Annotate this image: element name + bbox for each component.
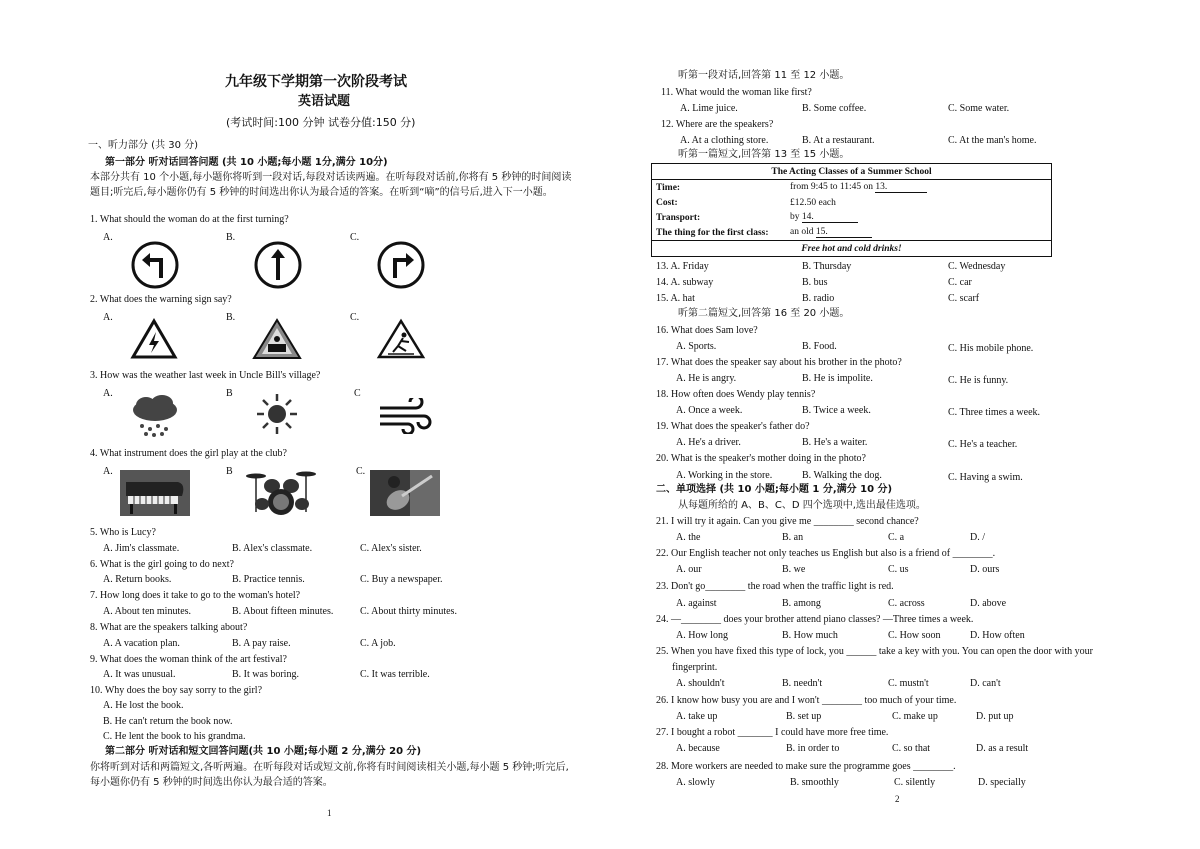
question-14: 14. A. subway (656, 277, 714, 288)
notice-table (651, 163, 1052, 257)
q28-option-a: A. slowly (676, 777, 715, 788)
q5-option-a: A. Jim's classmate. (103, 543, 180, 554)
go-straight-icon (253, 240, 303, 290)
q27-option-a: A. because (676, 743, 720, 754)
q17-option-b: B. He is impolite. (802, 373, 873, 384)
q21-option-c: C. a (888, 532, 905, 543)
q4-label-c: C. (356, 466, 366, 477)
question-15: 15. A. hat (656, 293, 695, 304)
q22-option-a: A. our (676, 564, 702, 575)
question-13: 13. A. Friday (656, 261, 709, 272)
q25-option-c: C. mustn't (888, 678, 929, 689)
q20-option-c: C. Having a swim. (948, 472, 1023, 483)
q14-option-c: C. car (948, 277, 972, 288)
question-17: 17. What does the speaker say about his brother in the photo? (656, 357, 902, 368)
q18-option-b: B. Twice a week. (802, 405, 871, 416)
q1-label-b: B. (226, 232, 236, 243)
turn-right-icon (376, 240, 426, 290)
piano-image (120, 470, 190, 516)
question-26: 26. I know how busy you are and I won't ________ too much of your time. (656, 695, 957, 706)
q16-option-a: A. Sports. (676, 341, 717, 352)
question-19: 19. What does the speaker's father do? (656, 421, 810, 432)
q24-option-a: A. How long (676, 630, 728, 641)
q11-option-a: A. Lime juice. (680, 103, 738, 114)
q14-option-b: B. bus (802, 277, 828, 288)
q18-option-c: C. Three times a week. (948, 407, 1041, 418)
wind-icon (378, 398, 434, 434)
q18-option-a: A. Once a week. (676, 405, 743, 416)
guitar-image (370, 470, 440, 516)
question-27: 27. I bought a robot _______ I could have more free time. (656, 727, 889, 738)
q4-label-b: B (226, 466, 233, 477)
q12-option-c: C. At the man's home. (948, 135, 1037, 146)
q12-option-a: A. At a clothing store. (680, 135, 769, 146)
notice-thing-value: an old (790, 227, 814, 237)
q9-option-b: B. It was boring. (232, 669, 299, 680)
question-9: 9. What does the woman think of the art festival? (90, 654, 287, 665)
q10-option-a: A. He lost the book. (103, 700, 184, 711)
q26-option-a: A. take up (676, 711, 718, 722)
q24-option-d: D. How often (970, 630, 1025, 641)
question-22: 22. Our English teacher not only teaches us English but also is a friend of ________. (656, 548, 996, 559)
exam-info: (考试时间:100 分钟 试卷分值:150 分) (226, 116, 416, 129)
rain-cloud-icon (128, 394, 182, 438)
notice-cost-label: Cost: (656, 197, 678, 208)
q26-option-d: D. put up (976, 711, 1014, 722)
q20-option-b: B. Walking the dog. (802, 470, 882, 481)
q5-option-c: C. Alex's sister. (360, 543, 422, 554)
q23-option-d: D. above (970, 598, 1007, 609)
notice-title: The Acting Classes of a Summer School (652, 164, 1052, 180)
q27-option-b: B. in order to (786, 743, 840, 754)
q9-option-a: A. It was unusual. (103, 669, 176, 680)
q2-label-c: C. (350, 312, 360, 323)
q13-option-c: C. Wednesday (948, 261, 1006, 272)
q27-option-d: D. as a result (976, 743, 1029, 754)
slippery-floor-warning-icon (376, 318, 426, 360)
q11-option-b: B. Some coffee. (802, 103, 867, 114)
q25-option-a: A. shouldn't (676, 678, 725, 689)
q22-option-d: D. ours (970, 564, 1000, 575)
exam-title: 九年级下学期第一次阶段考试 (225, 74, 407, 90)
q4-label-a: A. (103, 466, 113, 477)
q26-option-c: C. make up (892, 711, 938, 722)
question-12: 12. Where are the speakers? (661, 119, 774, 130)
question-24: 24. —________ does your brother attend piano classes? —Three times a week. (656, 614, 974, 625)
q2-label-b: B. (226, 312, 236, 323)
q1-label-a: A. (103, 232, 113, 243)
part1-instructions: 本部分共有 10 个小题,每小题你将听到一段对话,每段对话读两遍。在听每段对话前,你将有 5 秒钟的时间阅读题目;听完后,每小题你仍有 5 秒钟的时间选出你认为最合适的答案。在听到“嘀”的信号后,进入下一小题。 (90, 172, 572, 198)
q1-label-c: C. (350, 232, 360, 243)
q8-option-a: A. A vacation plan. (103, 638, 180, 649)
notice-time-label: Time: (656, 182, 681, 193)
q6-option-b: B. Practice tennis. (232, 574, 305, 585)
q24-option-c: C. How soon (888, 630, 941, 641)
q25-option-b: B. needn't (782, 678, 823, 689)
q22-option-c: C. us (888, 564, 909, 575)
men-at-work-warning-icon (252, 318, 302, 360)
q21-option-a: A. the (676, 532, 701, 543)
q27-option-c: C. so that (892, 743, 931, 754)
question-7: 7. How long does it take to go to the woman's hotel? (90, 590, 301, 601)
q23-option-b: B. among (782, 598, 821, 609)
notice-thing-label: The thing for the first class: (656, 227, 769, 238)
question-20: 20. What is the speaker's mother doing in the photo? (656, 453, 866, 464)
page-number-left: 1 (327, 808, 332, 818)
q13-option-b: B. Thursday (802, 261, 852, 272)
notice-blank-13: 13. (875, 182, 927, 193)
q10-option-b: B. He can't return the book now. (103, 716, 233, 727)
q23-option-c: C. across (888, 598, 925, 609)
q28-option-d: D. specially (978, 777, 1026, 788)
q28-option-c: C. silently (894, 777, 936, 788)
question-6: 6. What is the girl going to do next? (90, 559, 234, 570)
section-heading-choice: 二、单项选择 (共 10 小题;每小题 1 分,满分 10 分) (656, 484, 893, 495)
q16-option-c: C. His mobile phone. (948, 343, 1034, 354)
q24-option-b: B. How much (782, 630, 838, 641)
section-heading-listening: 一、听力部分 (共 30 分) (88, 140, 199, 151)
question-23: 23. Don't go________ the road when the traffic light is red. (656, 581, 894, 592)
intro-q16-20: 听第二篇短文,回答第 16 至 20 小题。 (678, 308, 850, 319)
notice-transport-value: by (790, 212, 800, 222)
q6-option-c: C. Buy a newspaper. (360, 574, 443, 585)
question-3: 3. How was the weather last week in Uncle Bill's village? (90, 370, 321, 381)
part1-heading: 第一部分 听对话回答问题 (共 10 小题;每小题 1分,满分 10分) (105, 157, 388, 168)
high-voltage-warning-icon (130, 318, 178, 360)
question-28: 28. More workers are needed to make sure the programme goes ________. (656, 761, 956, 772)
question-5: 5. Who is Lucy? (90, 527, 156, 538)
q26-option-b: B. set up (786, 711, 822, 722)
q8-option-c: C. A job. (360, 638, 396, 649)
notice-footer: Free hot and cold drinks! (652, 241, 1052, 257)
q7-option-b: B. About fifteen minutes. (232, 606, 334, 617)
q23-option-a: A. against (676, 598, 717, 609)
question-8: 8. What are the speakers talking about? (90, 622, 248, 633)
question-2: 2. What does the warning sign say? (90, 294, 232, 305)
q5-option-b: B. Alex's classmate. (232, 543, 313, 554)
q3-label-c: C (354, 388, 361, 399)
notice-blank-15: 15. (816, 227, 872, 238)
question-16: 16. What does Sam love? (656, 325, 758, 336)
q3-label-b: B (226, 388, 233, 399)
q15-option-c: C. scarf (948, 293, 980, 304)
q9-option-c: C. It was terrible. (360, 669, 430, 680)
q11-option-c: C. Some water. (948, 103, 1010, 114)
q19-option-b: B. He's a waiter. (802, 437, 868, 448)
notice-cost-value: £12.50 each (790, 197, 836, 208)
question-18: 18. How often does Wendy play tennis? (656, 389, 816, 400)
q3-label-a: A. (103, 388, 113, 399)
q17-option-a: A. He is angry. (676, 373, 737, 384)
q8-option-b: B. A pay raise. (232, 638, 291, 649)
question-25: 25. When you have fixed this type of lock, you ______ take a key with you. You can open the door with your (656, 646, 1093, 657)
q7-option-c: C. About thirty minutes. (360, 606, 457, 617)
q21-option-b: B. an (782, 532, 804, 543)
question-4: 4. What instrument does the girl play at the club? (90, 448, 287, 459)
q7-option-a: A. About ten minutes. (103, 606, 192, 617)
section2-instructions: 从每题所给的 A、B、C、D 四个选项中,选出最佳选项。 (678, 500, 926, 511)
intro-q13-15: 听第一篇短文,回答第 13 至 15 小题。 (678, 149, 850, 160)
q12-option-b: B. At a restaurant. (802, 135, 875, 146)
q16-option-b: B. Food. (802, 341, 837, 352)
sun-icon (255, 392, 299, 436)
exam-subtitle: 英语试题 (298, 94, 351, 109)
page-number-right: 2 (895, 794, 900, 804)
q15-option-b: B. radio (802, 293, 835, 304)
question-21: 21. I will try it again. Can you give me ________ second chance? (656, 516, 919, 527)
q2-label-a: A. (103, 312, 113, 323)
q20-option-a: A. Working in the store. (676, 470, 773, 481)
notice-time-value: from 9:45 to 11:45 on (790, 182, 874, 192)
question-11: 11. What would the woman like first? (661, 87, 812, 98)
question-25-continued: fingerprint. (672, 662, 718, 673)
q10-option-c: C. He lent the book to his grandma. (103, 731, 246, 742)
q21-option-d: D. / (970, 532, 985, 543)
turn-left-icon (130, 240, 180, 290)
intro-q11-12: 听第一段对话,回答第 11 至 12 小题。 (678, 70, 850, 81)
q22-option-b: B. we (782, 564, 806, 575)
q6-option-a: A. Return books. (103, 574, 172, 585)
notice-blank-14: 14. (802, 212, 858, 223)
q28-option-b: B. smoothly (790, 777, 839, 788)
q19-option-a: A. He's a driver. (676, 437, 741, 448)
part2-heading: 第二部分 听对话和短文回答问题(共 10 小题;每小题 2 分,满分 20 分) (105, 746, 422, 757)
q25-option-d: D. can't (970, 678, 1001, 689)
drum-kit-image (244, 468, 318, 518)
notice-transport-label: Transport: (656, 212, 701, 223)
question-10: 10. Why does the boy say sorry to the girl? (90, 685, 263, 696)
part2-instructions: 你将听到对话和两篇短文,各听两遍。在听每段对话或短文前,你将有时间阅读相关小题,每小题 5 秒钟;听完后,每小题你仍有 5 秒钟的时间选出你认为最合适的答案。 (90, 762, 569, 788)
q17-option-c: C. He is funny. (948, 375, 1009, 386)
q19-option-c: C. He's a teacher. (948, 439, 1018, 450)
question-1: 1. What should the woman do at the first turning? (90, 214, 289, 225)
